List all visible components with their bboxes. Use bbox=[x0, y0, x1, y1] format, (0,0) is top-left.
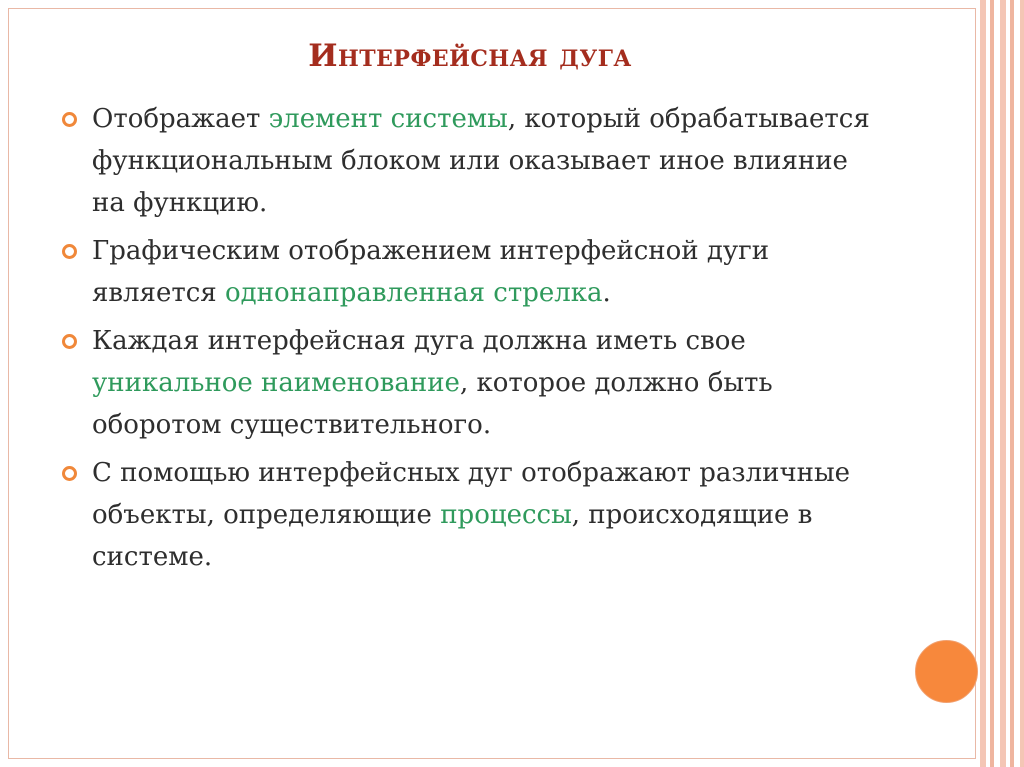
bullet-item bbox=[62, 320, 882, 446]
decorative-stripes bbox=[980, 0, 1024, 767]
bullet-item bbox=[62, 98, 882, 224]
ring-bullet-icon bbox=[62, 466, 77, 481]
bullet-text: , который обрабатывается функциональным блоком или оказывает иное влияние на функцию. bbox=[92, 104, 870, 218]
bullet-text: , происходящие в системе. bbox=[92, 500, 813, 572]
ring-bullet-icon bbox=[62, 334, 77, 349]
slide-title: Интерфейсная дуга bbox=[308, 38, 632, 74]
orange-circle-icon bbox=[915, 640, 978, 703]
ring-bullet-icon bbox=[62, 112, 77, 127]
ring-bullet-icon bbox=[62, 244, 77, 259]
bullet-text: Каждая интерфейсная дуга должна иметь свое bbox=[92, 326, 746, 356]
bullet-item bbox=[62, 230, 882, 314]
bullet-highlight: однонаправленная стрелка bbox=[224, 278, 603, 308]
bullet-item bbox=[62, 452, 882, 578]
bullet-text: . bbox=[602, 278, 611, 308]
bullet-highlight: элемент системы bbox=[268, 104, 508, 134]
bullet-text: Графическим отображением интерфейсной дуги является bbox=[92, 236, 770, 308]
bullet-list bbox=[62, 98, 882, 584]
bullet-text: С помощью интерфейсных дуг отображают различные объекты, определяющие bbox=[92, 458, 851, 530]
bullet-text: , которое должно быть оборотом существительного. bbox=[92, 368, 773, 440]
bullet-highlight: уникальное наименование bbox=[92, 368, 460, 398]
bullet-highlight: процессы bbox=[440, 500, 572, 530]
bullet-text: Отображает bbox=[92, 104, 269, 134]
